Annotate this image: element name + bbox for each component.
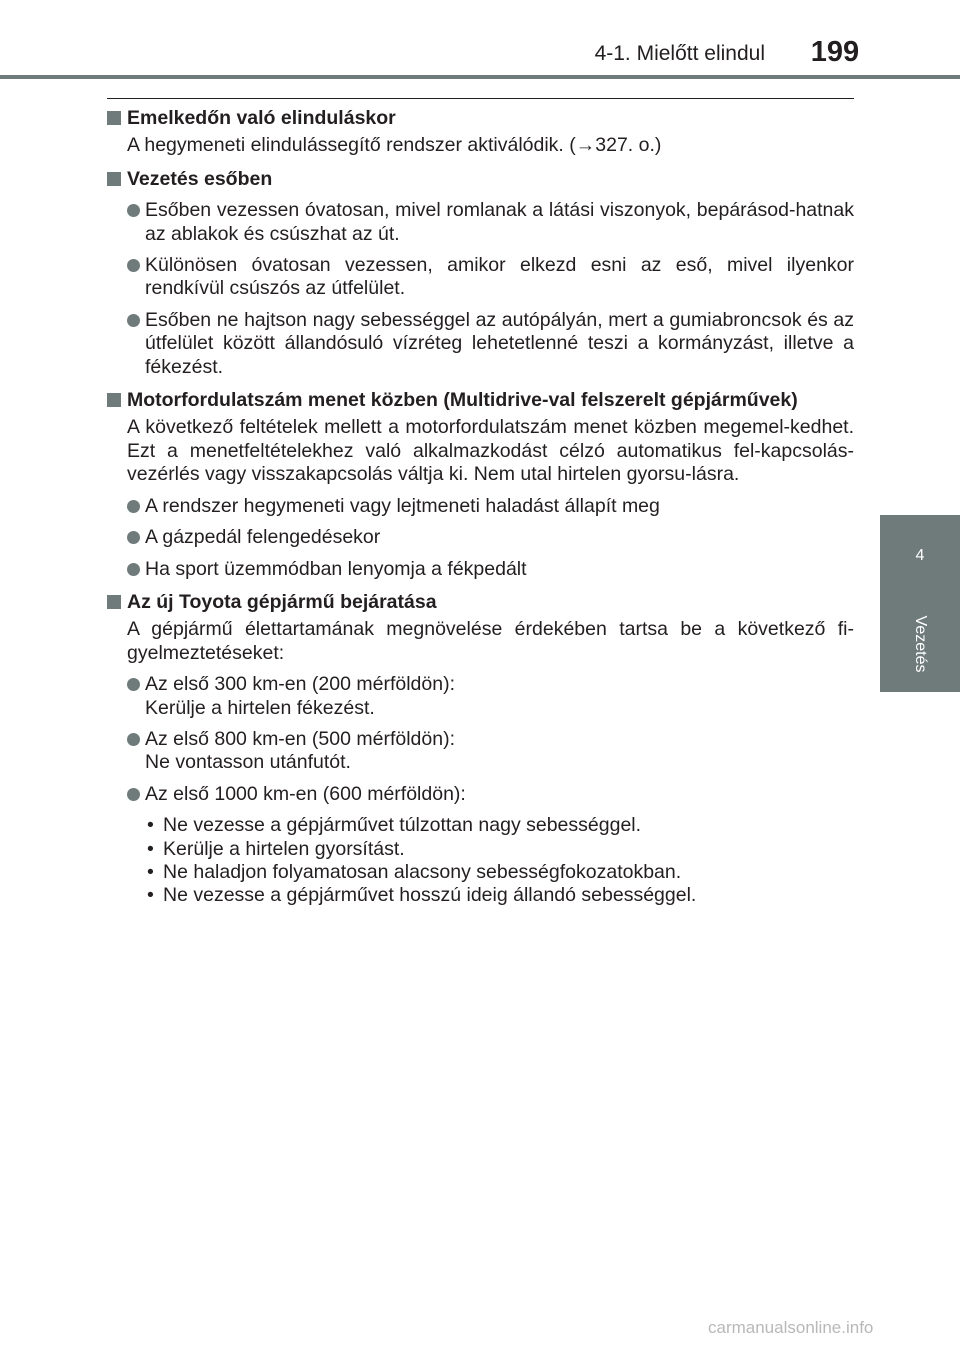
chapter-tab-number xyxy=(880,515,960,597)
section-heading: Emelkedőn való elinduláskor xyxy=(107,107,854,130)
square-bullet-icon xyxy=(107,595,121,609)
sub-list xyxy=(145,814,854,908)
sub-list-item: • Ne vezesse a gépjárművet hosszú ideig állandó sebességgel. xyxy=(145,884,854,907)
sub-list-item: • Ne vezesse a gépjárművet túlzottan nagy sebességgel. xyxy=(145,814,854,837)
watermark: carmanualsonline.info xyxy=(708,1318,874,1337)
list-item: Ha sport üzemmódban lenyomja a fékpedált xyxy=(127,558,854,581)
circle-bullet-icon xyxy=(127,788,140,801)
circle-bullet-icon xyxy=(127,500,140,513)
section-text: A következő feltételek mellett a motorfordulatszám menet közben megemel-kedhet. Ezt a menetfeltételekhez való alkalmazkodást célzó automatikus fel-kapcsolás-vezérlés vagy visszakapcsolás váltja ki. Nem utal hirtelen gyorsu-lásra. xyxy=(127,416,854,486)
circle-bullet-icon xyxy=(127,563,140,576)
circle-bullet-icon xyxy=(127,259,140,272)
sub-list-item: • Kerülje a hirtelen gyorsítást. xyxy=(145,838,854,861)
list-item: Az első 300 km-en (200 mérföldön): Kerülje a hirtelen fékezést. xyxy=(127,673,854,720)
section-heading: Motorfordulatszám menet közben (Multidrive-val felszerelt gépjárművek) xyxy=(107,389,854,412)
section-text: A hegymeneti elindulássegítő rendszer aktiválódik. (→327. o.) xyxy=(127,134,662,157)
circle-bullet-icon xyxy=(127,204,140,217)
list-item: Esőben vezessen óvatosan, mivel romlanak a látási viszonyok, bepárásod-hatnak az ablakok és csúszhat az út. xyxy=(127,199,854,246)
list-item: Esőben ne hajtson nagy sebességgel az autópályán, mert a gumiabroncsok és az útfelület között állandósuló vízréteg lehetetlenné teszi a kormányzást, illetve a fékezést. xyxy=(127,309,854,379)
list-item: A gázpedál felengedésekor xyxy=(127,526,854,549)
circle-bullet-icon xyxy=(127,314,140,327)
sub-list-item: • Ne haladjon folyamatosan alacsony sebességfokozatokban. xyxy=(145,861,854,884)
page-number: 199 xyxy=(810,36,860,68)
header-rule xyxy=(0,75,960,79)
square-bullet-icon xyxy=(107,393,121,407)
page-content xyxy=(107,107,854,908)
chapter-label: Vezetés xyxy=(912,615,929,673)
header-section-title: 4-1. Mielőtt elindul xyxy=(594,42,765,65)
circle-bullet-icon xyxy=(127,733,140,746)
square-bullet-icon xyxy=(107,172,121,186)
list-item: A rendszer hegymeneti vagy lejtmeneti haladást állapít meg xyxy=(127,495,854,518)
section-heading: Az új Toyota gépjármű bejáratása xyxy=(107,591,854,614)
list-item: Az első 1000 km-en (600 mérföldön): xyxy=(127,783,854,806)
chapter-number: 4 xyxy=(915,547,925,564)
chapter-tab-label xyxy=(880,597,960,692)
list-item: Különösen óvatosan vezessen, amikor elkezd esni az eső, mivel ilyenkor rendkívül csúszós az útfelület. xyxy=(127,254,854,301)
list-item: Az első 800 km-en (500 mérföldön): Ne vontasson utánfutót. xyxy=(127,728,854,775)
section-heading: Vezetés esőben xyxy=(107,168,854,191)
circle-bullet-icon xyxy=(127,678,140,691)
circle-bullet-icon xyxy=(127,531,140,544)
section-rule xyxy=(107,98,854,99)
section-text: A gépjármű élettartamának megnövelése érdekében tartsa be a következő fi-gyelmeztetéseket: xyxy=(127,618,854,664)
square-bullet-icon xyxy=(107,111,121,125)
